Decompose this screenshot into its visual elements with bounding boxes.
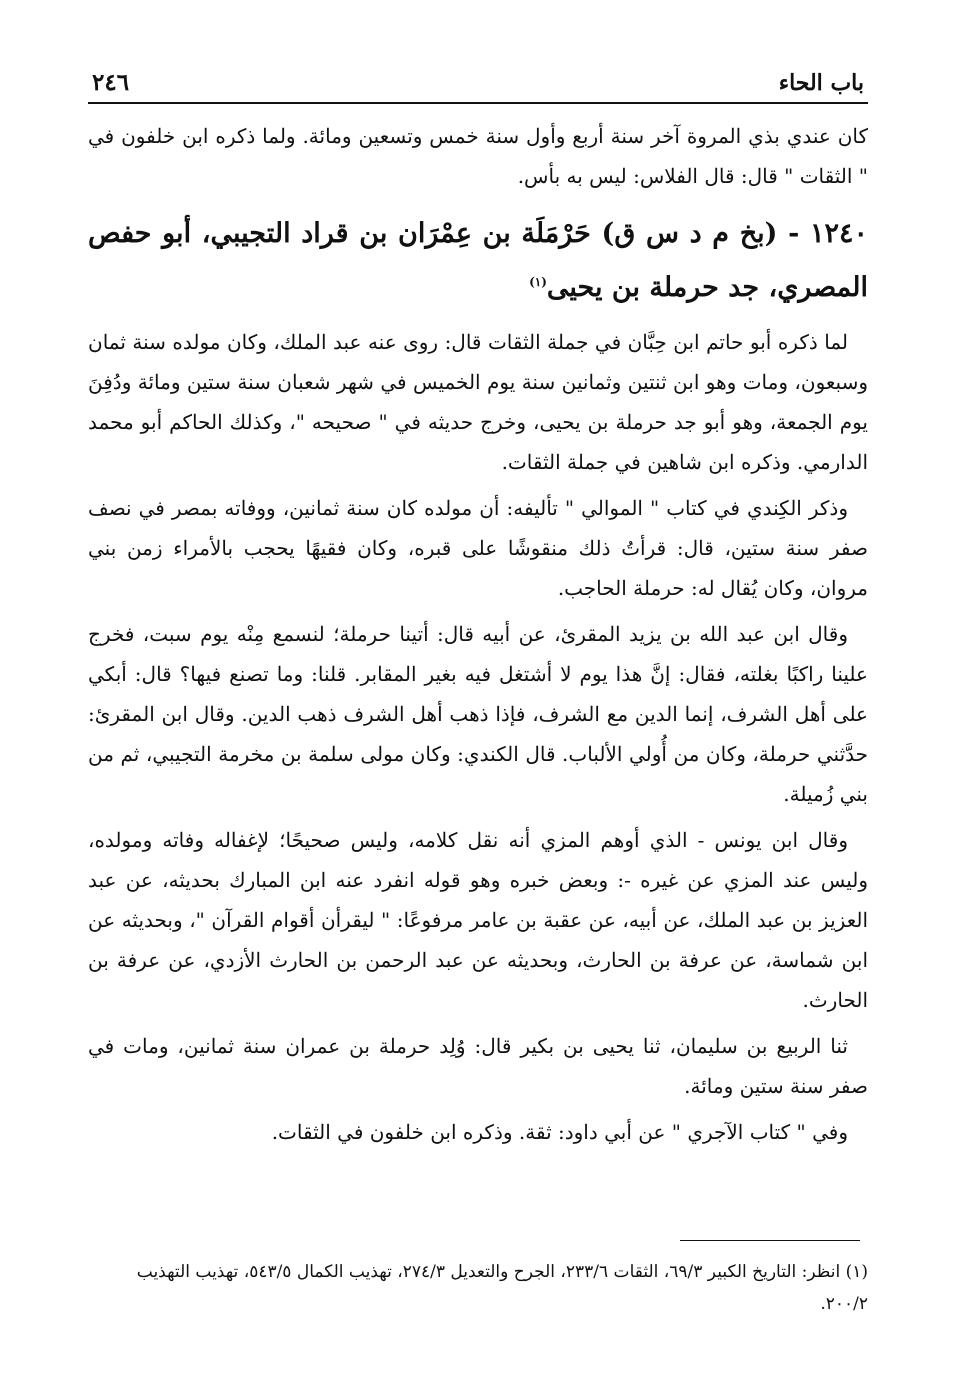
chapter-title: باب الحاء xyxy=(778,70,864,96)
paragraph: لما ذكره أبو حاتم ابن حِبَّان في جملة الثقات قال: روى عنه عبد الملك، وكان مولده سنة ثمان وسبعون، ومات وهو ابن ثنتين وثمانين سنة يوم الخميس في شهر شعبان سنة ستين ومائة ودُفِنَ يوم الجمعة، وهو أبو جد حرملة بن يحيى، وخرج حديثه في " صحيحه "، وكذلك الحاكم أبو محمد الدارمي. وذكره ابن شاهين في جملة الثقات. xyxy=(88,330,868,474)
page xyxy=(88,62,868,1152)
entry-heading xyxy=(88,210,868,312)
paragraph: وقال ابن عبد الله بن يزيد المقرئ، عن أبيه قال: أتينا حرملة؛ لنسمع مِنْه يوم سبت، فخرج علينا راكبًا بغلته، فقال: إنَّ هذا يوم لا أشتغل فيه بغير المقابر. قلنا: وما تصنع فيها؟ قال: أبكي على أهل الشرف، إنما الدين مع الشرف، فإذا ذهب أهل الشرف ذهب الدين. وقال ابن المقرئ: حدَّثني حرملة، وكان من أُولي الألباب. قال الكندي: وكان مولى سلمة بن مخرمة التجيبي، ثم من بني زُميلة. xyxy=(88,622,868,806)
entry-heading-text: ١٢٤٠ - (بخ م د س ق) حَرْمَلَة بن عِمْرَان بن قراد التجيبي، أبو حفص المصري، جد حرملة بن يحيى xyxy=(88,218,868,303)
footnote-marker: (١) xyxy=(529,275,547,289)
page-number: ٢٤٦ xyxy=(92,69,130,96)
footnote: (١) انظر: التاريخ الكبير ٦٩/٣، الثقات ٢٣٣/٦، الجرح والتعديل ٢٧٤/٣، تهذيب الكمال ٥٤٣/٥، تهذيب التهذيب ٢٠٠/٢. xyxy=(136,1262,868,1314)
footnote-divider xyxy=(680,1240,860,1241)
paragraph: وقال ابن يونس - الذي أوهم المزي أنه نقل كلامه، وليس صحيحًا؛ لإغفاله وفاته ومولده، وليس عند المزي عن غيره -: وبعض خبره وهو قوله انفرد عنه ابن المبارك بحديثه، عن عبد العزيز بن عبد الملك، عن أبيه، عن عقبة بن عامر مرفوعًا: " ليقرأن أقوام القرآن "، وبحديثه عن ابن شماسة، عن عرفة بن الحارث، وبحديثه عن عبد الرحمن بن الحارث الأزدي، عن عرفة بن الحارث. xyxy=(88,828,868,1012)
paragraph: ثنا الربيع بن سليمان، ثنا يحيى بن بكير قال: وُلِد حرملة بن عمران سنة ثمانين، ومات في صفر سنة ستين ومائة. xyxy=(88,1034,868,1098)
paragraph-continuation: كان عندي بذي المروة آخر سنة أربع وأول سنة خمس وتسعين ومائة. ولما ذكره ابن خلفون في " الثقات " قال: قال الفلاس: ليس به بأس. xyxy=(88,124,868,188)
page-body xyxy=(88,116,868,1152)
paragraph: وذكر الكِندي في كتاب " الموالي " تأليفه: أن مولده كان سنة ثمانين، ووفاته بمصر في نصف صفر سنة ستين، قال: قرأتُ ذلك منقوشًا على قبره، وكان فقيهًا يحجب بالأمراء زمن بني مروان، وكان يُقال له: حرملة الحاجب. xyxy=(88,496,868,600)
page-header xyxy=(88,62,868,104)
paragraph: وفي " كتاب الآجري " عن أبي داود: ثقة. وذكره ابن خلفون في الثقات. xyxy=(271,1120,848,1144)
